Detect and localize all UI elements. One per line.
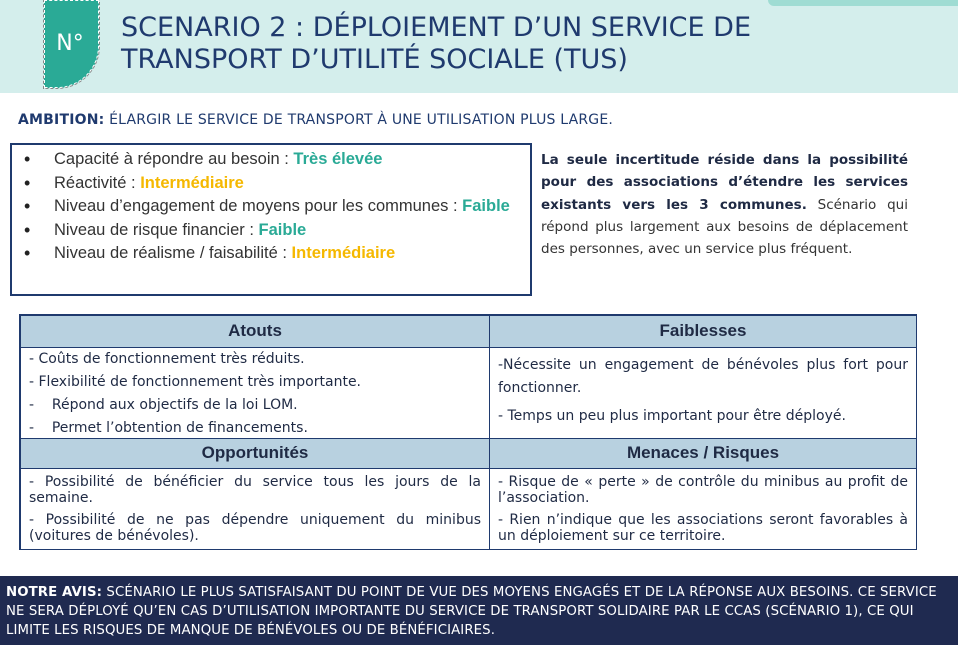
opportunites-cell <box>20 468 490 550</box>
criteria-label: Niveau d’engagement de moyens pour les communes : <box>54 197 463 215</box>
criteria-value: Intermédiaire <box>291 244 396 262</box>
criteria-value: Faible <box>258 220 307 239</box>
atout-item: - Permet l’obtention de financements. <box>29 420 308 436</box>
criteria-label: Niveau de réalisme / faisabilité : <box>54 244 292 262</box>
opportunites-header: Opportunités <box>20 438 490 469</box>
side-note-bold: La seule incertitude réside dans la possibilité pour des associations d’étendre les services existants vers les 3 communes. <box>541 152 908 213</box>
criteria-value: Faible <box>462 197 510 215</box>
menaces-header: Menaces / Risques <box>489 438 917 469</box>
criteria-value: Intermédiaire <box>140 173 244 192</box>
avis-band <box>0 576 958 645</box>
ambition-text: ÉLARGIR LE SERVICE DE TRANSPORT À UNE UTILISATION PLUS LARGE. <box>109 112 614 128</box>
number-badge[interactable] <box>44 0 99 88</box>
side-note <box>541 149 908 260</box>
criteria-label: Niveau de risque financier : <box>54 220 259 239</box>
criteria-item <box>24 172 524 196</box>
atout-item: - Coûts de fonctionnement très réduits. <box>29 351 305 367</box>
criteria-item <box>24 242 524 266</box>
atout-item: - Répond aux objectifs de la loi LOM. <box>29 397 298 413</box>
ambition-line <box>18 112 613 128</box>
page-title <box>121 12 941 76</box>
avis-label: NOTRE AVIS: <box>6 585 103 600</box>
swot-table <box>19 314 917 550</box>
atout-item: - Flexibilité de fonctionnement très importante. <box>29 374 362 390</box>
criteria-box <box>10 143 532 296</box>
criteria-item <box>24 219 524 243</box>
faiblesse-item: - Temps un peu plus important pour être déployé. <box>498 408 846 424</box>
atouts-cell <box>20 347 490 439</box>
header-accent <box>768 0 958 6</box>
menace-item: - Risque de « perte » de contrôle du minibus au profit de l’association. <box>498 474 908 506</box>
title-line-1: SCENARIO 2 : DÉPLOIEMENT D’UN SERVICE DE <box>121 12 752 43</box>
faiblesses-cell <box>489 347 917 439</box>
criteria-item <box>24 148 524 172</box>
criteria-value: Très élevée <box>293 150 383 168</box>
badge-text: N° <box>56 31 84 56</box>
criteria-label: Capacité à répondre au besoin : <box>54 150 294 168</box>
criteria-list <box>24 148 524 266</box>
opportunite-item: - Possibilité de ne pas dépendre uniquement du minibus (voitures de bénévoles). <box>29 512 481 544</box>
avis-text: SCÉNARIO LE PLUS SATISFAISANT DU POINT DE VUE DES MOYENS ENGAGÉS ET DE LA RÉPONSE AUX BESOINS. CE SERVICE NE SERA DÉPLOYÉ QU’EN CAS D’UTILISATION IMPORTANTE DU SERVICE DE TRANSPORT SOLIDAIRE PAR LE CCAS (SCÉNARIO 1), CE QUI LIMITE LES RISQUES DE MANQUE DE BÉNÉVOLES OU DE BÉNÉFICIAIRES. <box>6 585 937 638</box>
faiblesses-header: Faiblesses <box>489 315 917 348</box>
faiblesse-item: -Nécessite un engagement de bénévoles plus fort pour fonctionner. <box>498 357 908 396</box>
ambition-label: AMBITION: <box>18 112 105 128</box>
header-band <box>0 0 958 93</box>
opportunite-item: - Possibilité de bénéficier du service tous les jours de la semaine. <box>29 474 481 506</box>
criteria-item <box>24 195 524 219</box>
atouts-header: Atouts <box>20 315 490 348</box>
criteria-label: Réactivité : <box>54 173 141 192</box>
menaces-cell <box>489 468 917 550</box>
title-line-2: TRANSPORT D’UTILITÉ SOCIALE (TUS) <box>121 44 628 75</box>
side-note-text: Scénario qui répond plus largement aux besoins de déplacement des personnes, avec un service plus fréquent. <box>541 196 908 258</box>
menace-item: - Rien n’indique que les associations seront favorables à un déploiement sur ce territoire. <box>498 512 908 544</box>
